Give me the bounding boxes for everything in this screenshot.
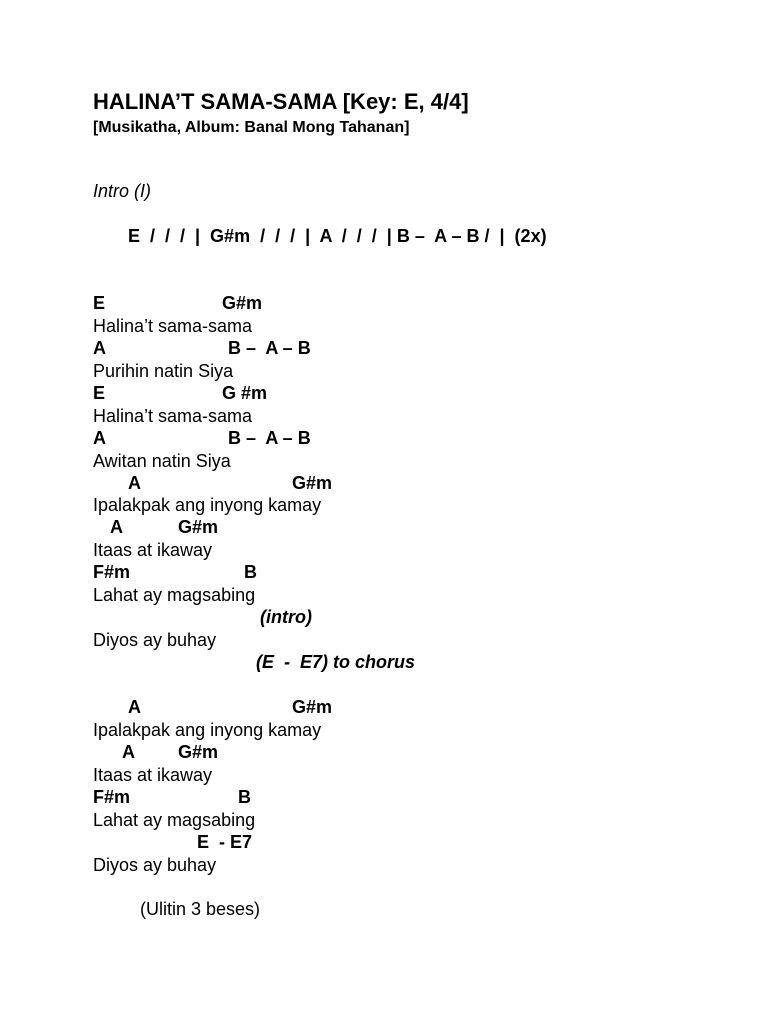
lyric-line: Lahat ay magsabing xyxy=(93,585,256,605)
lyric-line: Halina’t sama-sama xyxy=(93,316,253,336)
chorus-cue: (E - E7) to chorus xyxy=(256,652,416,672)
chord: B xyxy=(238,787,251,807)
chord: A xyxy=(128,473,141,493)
song-subtitle: [Musikatha, Album: Banal Mong Tahanan] xyxy=(93,119,410,136)
chord: E - E7 xyxy=(197,832,253,852)
chord: G#m xyxy=(178,742,219,762)
chord: A xyxy=(122,742,135,762)
chord: F#m xyxy=(93,787,131,807)
lyric-line: Halina’t sama-sama xyxy=(93,406,253,426)
chord: B xyxy=(244,562,257,582)
lyric-line: Ipalakpak ang inyong kamay xyxy=(93,495,322,515)
lyric-line: Itaas at ikaway xyxy=(93,540,213,560)
chord: G#m xyxy=(178,517,219,537)
intro-cue: (intro) xyxy=(260,607,312,627)
chord: E xyxy=(93,383,106,403)
lyric-line: Itaas at ikaway xyxy=(93,765,213,785)
lyric-line: Lahat ay magsabing xyxy=(93,810,256,830)
chord: A xyxy=(93,338,106,358)
lyric-line: Diyos ay buhay xyxy=(93,630,217,650)
lyric-line: Purihin natin Siya xyxy=(93,361,234,381)
chord: F#m xyxy=(93,562,131,582)
chord: G#m xyxy=(292,697,333,717)
lyric-line: Diyos ay buhay xyxy=(93,855,217,875)
chord: B – A – B xyxy=(228,338,311,358)
song-title: HALINA’T SAMA-SAMA [Key: E, 4/4] xyxy=(93,89,469,114)
chord: G #m xyxy=(222,383,268,403)
chord: A xyxy=(110,517,123,537)
intro-label: Intro (I) xyxy=(93,181,152,201)
chord: E xyxy=(93,293,106,313)
lyric-line: Ipalakpak ang inyong kamay xyxy=(93,720,322,740)
chord: B – A – B xyxy=(228,428,311,448)
repeat-instruction: (Ulitin 3 beses) xyxy=(140,899,261,919)
chord: G#m xyxy=(222,293,263,313)
chord: A xyxy=(93,428,106,448)
chord: G#m xyxy=(292,473,333,493)
lyric-line: Awitan natin Siya xyxy=(93,451,231,471)
intro-chords: E / / / | G#m / / / | A / / / | B – A – B / | (2x) xyxy=(128,226,547,246)
chord: A xyxy=(128,697,141,717)
